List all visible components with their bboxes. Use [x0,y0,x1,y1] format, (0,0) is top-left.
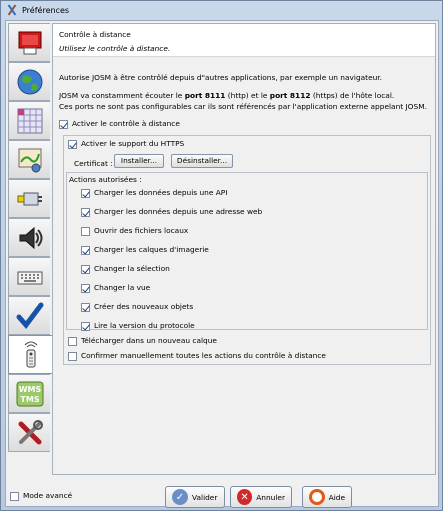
grid-icon [16,107,44,135]
checkbox-label: Activer le support du HTTPS [81,139,185,148]
action-checkbox[interactable] [81,245,209,255]
action-checkbox[interactable] [81,302,193,312]
panel-title: Contrôle à distance [59,30,131,39]
cancel-button[interactable] [230,486,292,508]
action-checkbox[interactable] [81,207,262,217]
install-certificate-button[interactable]: Installer... [114,154,164,168]
checkbox-box[interactable] [81,246,90,255]
checkbox-label: Ouvrir des fichiers locaux [94,226,189,235]
help-button[interactable] [302,486,352,508]
checkbox-box[interactable] [81,303,90,312]
cancel-icon: ✕ [237,489,252,505]
ports-text-part: (https) de l'hôte local. [310,91,395,100]
checkbox-label: Créer des nouveaux objets [94,302,194,311]
enable-remote-control-checkbox[interactable] [59,119,180,129]
checkbox-box[interactable] [81,227,90,236]
ok-icon: ✓ [172,489,188,505]
remote-control-icon [17,341,45,369]
tab-imagery[interactable] [8,374,50,413]
panel-header [53,24,435,57]
title-bar[interactable] [1,1,442,19]
wms-tms-icon [16,380,44,408]
cancel-button-label: Annuler [256,492,285,502]
ports-text-part: JOSM va constamment écouter le [59,91,185,100]
action-checkbox[interactable] [81,321,195,331]
action-checkbox[interactable] [81,188,227,198]
tab-advanced[interactable] [8,413,50,452]
enable-https-checkbox[interactable] [68,139,184,149]
checkbox-box[interactable] [81,322,90,331]
preference-tabs [8,23,50,452]
checkbox-label: Changer la vue [94,283,151,292]
tab-plugins[interactable] [8,179,50,218]
certificate-label: Certificat : [74,159,113,168]
tab-connection[interactable] [8,62,50,101]
tab-display[interactable] [8,23,50,62]
tools-icon [16,419,44,447]
new-layer-checkbox[interactable] [68,336,217,346]
tab-projection[interactable] [8,101,50,140]
panel-subtitle: Utilisez le contrôle à distance. [59,44,171,53]
ok-button-label: Valider [192,492,218,502]
tab-map[interactable] [8,140,50,179]
help-icon [309,489,325,505]
tab-validator[interactable] [8,296,50,335]
checkbox-box[interactable] [81,189,90,198]
ports-text-part: (http) et le [225,91,270,100]
checkbox-box[interactable] [68,352,77,361]
checkbox-label: Changer la sélection [94,264,170,273]
remote-control-settings-group [63,135,431,365]
checkbox-box[interactable] [59,120,68,129]
checkbox-box[interactable] [81,284,90,293]
ok-button[interactable] [165,486,225,508]
keyboard-icon [16,263,44,291]
checkbox-label: Lire la version du protocole [94,321,195,330]
svg-text:WMS: WMS [18,384,41,394]
window-title: Préférences [22,5,70,15]
http-port: port 8111 [184,91,226,100]
checkbox-box[interactable] [81,265,90,274]
svg-text:TMS: TMS [19,394,40,404]
allowed-actions-label: Actions autorisées : [69,175,142,184]
ports-text-line1 [59,91,394,100]
help-button-label: Aide [328,492,345,502]
checkbox-label: Charger les données depuis une API [94,188,228,197]
ports-text-line2: Ces ports ne sont pas configurables car ils sont référencés par l'application externe appelant JOSM. [59,102,427,111]
checkbox-box[interactable] [68,140,77,149]
plugin-icon [16,185,44,213]
remote-control-panel [52,23,436,475]
checkbox-label: Charger les données depuis une adresse web [94,207,263,216]
checkmark-icon [16,302,44,330]
checkbox-box[interactable] [81,208,90,217]
audio-icon [16,224,44,252]
intro-text: Autorise JOSM à être contrôlé depuis d"autres applications, par exemple un navigateur. [59,73,383,82]
display-icon [16,29,44,57]
checkbox-box[interactable] [10,492,19,501]
josm-app-icon [6,4,18,16]
action-checkbox[interactable] [81,283,150,293]
checkbox-label: Mode avancé [23,491,73,500]
tab-shortcuts[interactable] [8,257,50,296]
action-checkbox[interactable] [81,226,188,236]
https-port: port 8112 [269,91,311,100]
action-checkbox[interactable] [81,264,170,274]
allowed-actions-group [66,172,428,330]
expert-mode-checkbox[interactable] [10,491,72,501]
checkbox-label: Charger les calques d'imagerie [94,245,209,254]
uninstall-certificate-button[interactable]: Désinstaller... [171,154,233,168]
globe-icon [16,68,44,96]
checkbox-box[interactable] [68,337,77,346]
tab-audio[interactable] [8,218,50,257]
tab-remote-control[interactable] [8,335,52,374]
confirm-all-checkbox[interactable] [68,351,326,361]
checkbox-label: Confirmer manuellement toutes les actions du contrôle à distance [81,351,326,360]
checkbox-label: Télécharger dans un nouveau calque [81,336,217,345]
dialog-content [5,20,439,507]
checkbox-label: Activer le contrôle à distance [72,119,180,128]
map-icon [16,146,44,174]
